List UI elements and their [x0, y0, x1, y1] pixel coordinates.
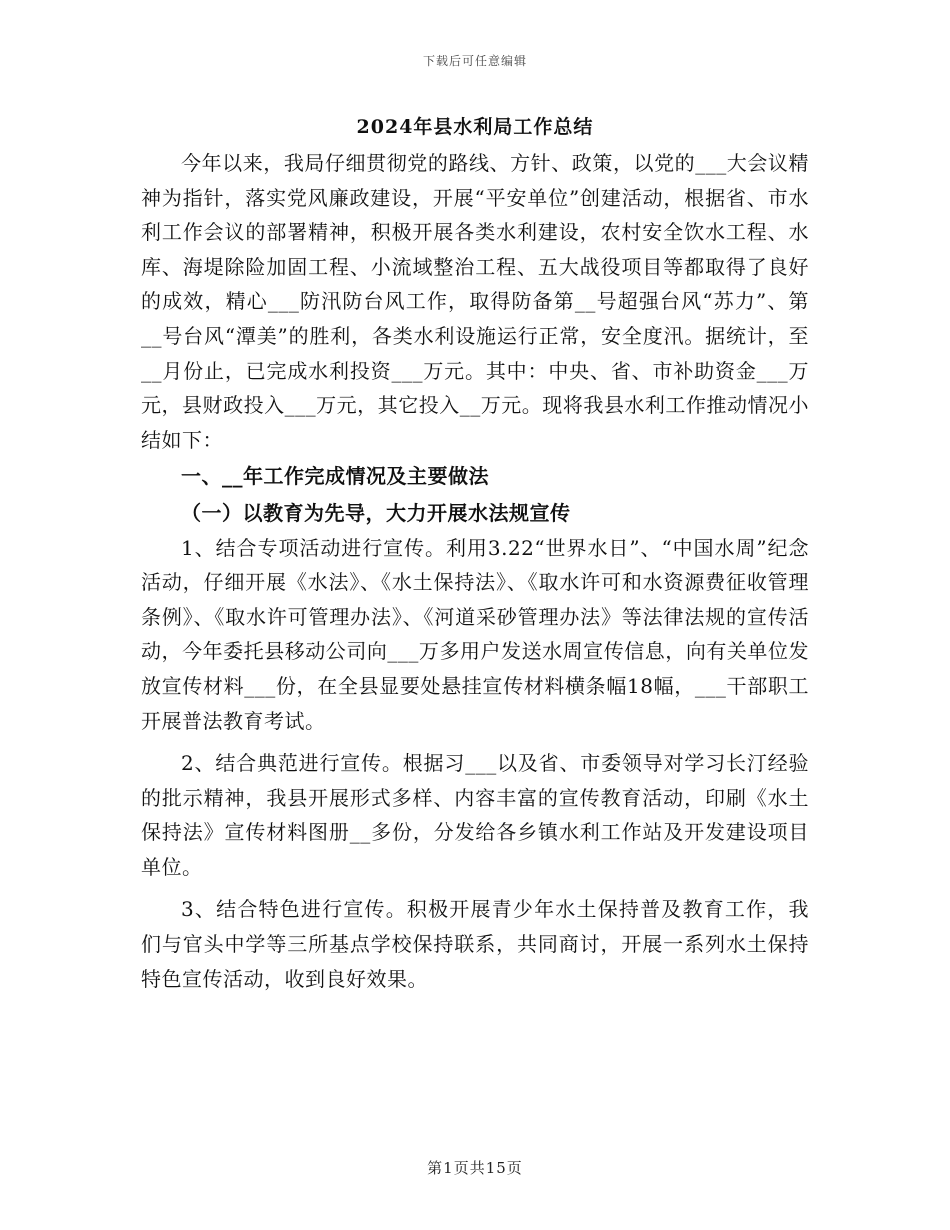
header-note: 下载后可任意编辑: [422, 54, 527, 68]
document-body: [141, 146, 809, 996]
page-footer: 第1页共15页: [427, 1159, 523, 1177]
intro-paragraph: 今年以来，我局仔细贯彻党的路线、方针、政策，以党的___大会议精神为指针，落实党风廉政建设，开展“平安单位”创建活动，根据省、市水利工作会议的部署精神，积极开展各类水利建设，农村安全饮水工程、水库、海堤除险加固工程、小流域整治工程、五大战役项目等都取得了良好的成效，精心___防汛防台风工作，取得防备第__号超强台风“苏力”、第__号台风“潭美”的胜利，各类水利设施运行正常，安全度汛。据统计，至__月份止，已完成水利投资___万元。其中：中央、省、市补助资金___万元，县财政投入___万元，其它投入__万元。现将我县水利工作推动情况小结如下：: [141, 151, 809, 452]
subsection-heading-1: （一）以教育为先导，大力开展水法规宣传: [181, 500, 571, 525]
list-item-2: 2、结合典范进行宣传。根据习___以及省、市委领导对学习长汀经验的批示精神，我县开展形式多样、内容丰富的宣传教育活动，印刷《水土保持法》宣传材料图册__多份，分发给各乡镇水利工作站及开发建设项目单位。: [141, 751, 809, 879]
list-item-3: 3、结合特色进行宣传。积极开展青少年水土保持普及教育工作，我们与官头中学等三所基点学校保持联系，共同商讨，开展一系列水土保持特色宣传活动，收到良好效果。: [141, 897, 809, 991]
list-item-1: 1、结合专项活动进行宣传。利用3.22“世界水日”、“中国水周”纪念活动，仔细开展《水法》、《水土保持法》、《取水许可和水资源费征收管理条例》、《取水许可管理办法》、《河道采砂管理办法》等法律法规的宣传活动，今年委托县移动公司向___万多用户发送水周宣传信息，向有关单位发放宣传材料___份，在全县显要处悬挂宣传材料横条幅18幅，___干部职工开展普法教育考试。: [141, 535, 809, 733]
document-title: 2024年县水利局工作总结: [356, 116, 594, 138]
section-heading-1: 一、__年工作完成情况及主要做法: [181, 464, 489, 489]
